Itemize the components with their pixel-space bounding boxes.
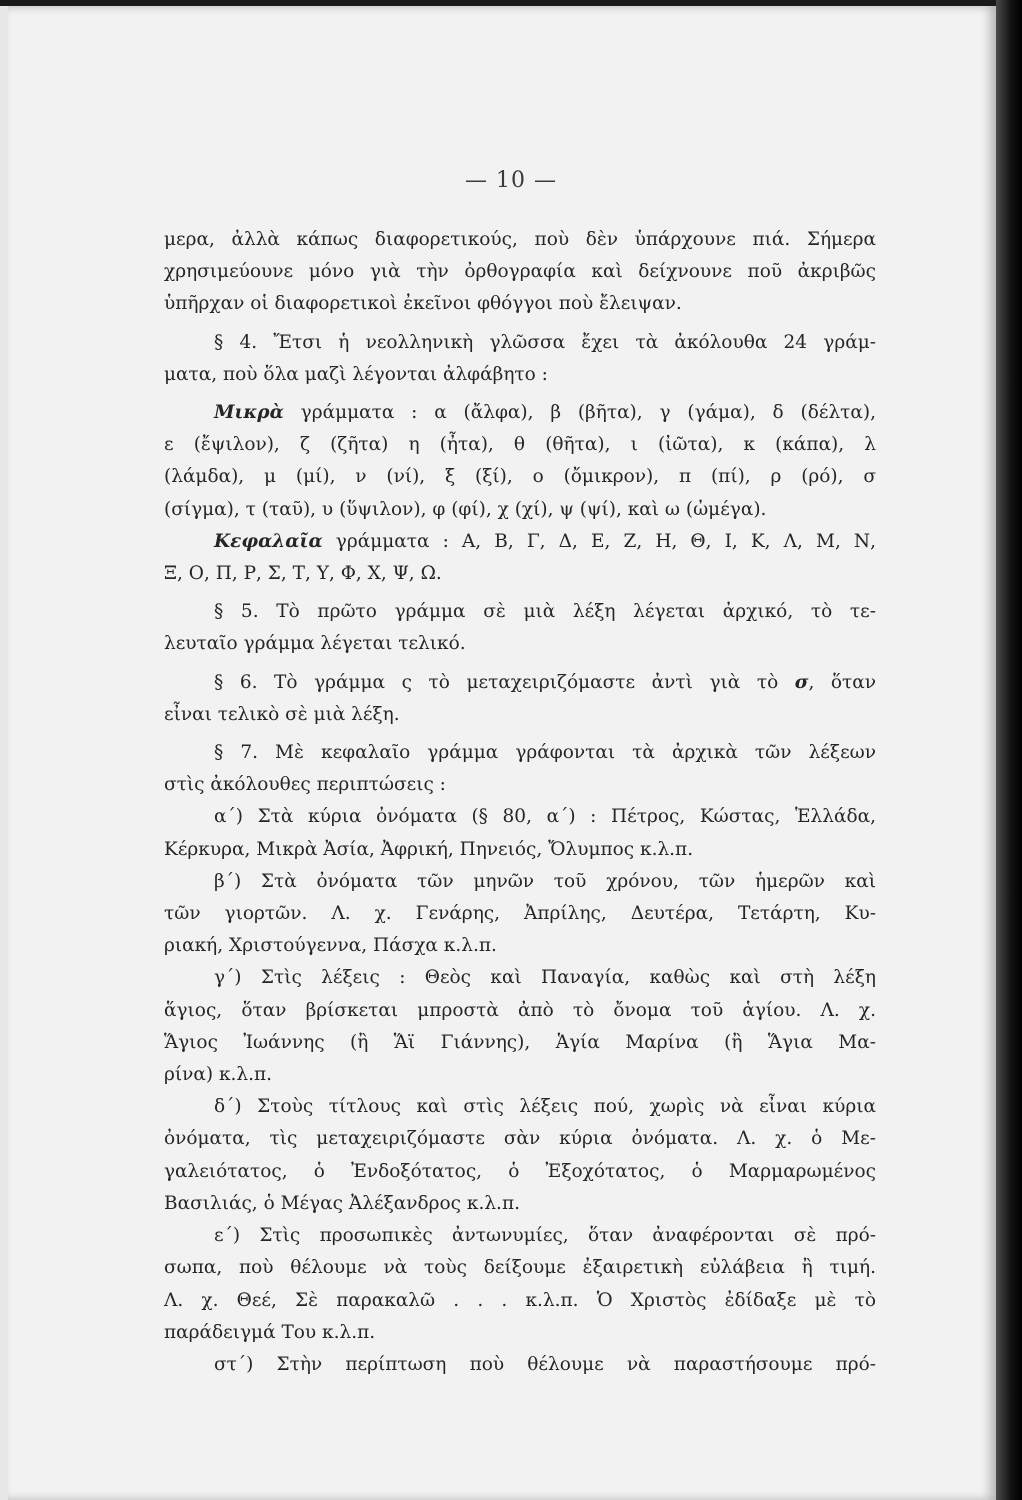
section-6-text-end: , ὅταν bbox=[808, 671, 876, 693]
text-line: γαλειότατος, ὁ Ἐνδοξότατος, ὁ Ἐξοχότατος, ὁ Μαρμαρωμένος bbox=[164, 1160, 876, 1182]
text-line: ρίνα) κ.λ.π. bbox=[164, 1064, 273, 1086]
case-a-line: α΄) Στὰ κύρια ὀνόματα (§ 80, α΄) : Πέτρος, Κώστας, Ἑλλάδα, bbox=[214, 806, 876, 828]
text-line: ἅγιος, ὅταν βρίσκεται μπροστὰ ἀπὸ τὸ ὄνομα τοῦ ἁγίου. Λ. χ. bbox=[164, 999, 876, 1021]
capital-letters-line bbox=[164, 526, 876, 558]
text-line: Λ. χ. Θεέ, Σὲ παρακαλῶ . . . κ.λ.π. Ὁ Χριστὸς ἐδίδαξε μὲ τὸ bbox=[164, 1289, 876, 1311]
case-c-line: γ΄) Στὶς λέξεις : Θεὸς καὶ Παναγία, καθὼς καὶ στὴ λέξη bbox=[214, 967, 876, 989]
section-4-line: § 4. Ἔτσι ἡ νεολληνικὴ γλῶσσα ἔχει τὰ ἀκόλουθα 24 γράμ- bbox=[214, 331, 876, 353]
text-line: παράδειγμά Του κ.λ.π. bbox=[164, 1321, 376, 1343]
text-line: Κέρκυρα, Μικρὰ Ἀσία, Ἀφρική, Πηνειός, Ὄλυμπος κ.λ.π. bbox=[164, 838, 694, 860]
small-letters-text: γράμματα : α (ἄλφα), β (βῆτα), γ (γάμα), δ (δέλτα), bbox=[283, 402, 876, 424]
text-line: χρησιμεύουνε μόνο γιὰ τὴν ὀρθογραφία καὶ δείχνουνε ποῦ ἀκριβῶς bbox=[164, 261, 876, 283]
page-number: — 10 — bbox=[465, 168, 557, 193]
case-b-line: β΄) Στὰ ὀνόματα τῶν μηνῶν τοῦ χρόνου, τῶν ἡμερῶν καὶ bbox=[214, 870, 876, 892]
capital-letters-label: Κεφαλαῖα bbox=[214, 530, 323, 552]
text-line: (λάμδα), μ (μί), ν (νί), ξ (ξί), ο (ὄμικρον), π (πί), ρ (ρό), σ bbox=[164, 466, 876, 488]
case-e-line: ε΄) Στὶς προσωπικὲς ἀντωνυμίες, ὅταν ἀναφέρονται σὲ πρό- bbox=[214, 1225, 876, 1247]
text-line: ματα, ποὺ ὅλα μαζὶ λέγονται ἀλφάβητο : bbox=[164, 363, 548, 385]
text-line: μερα, ἀλλὰ κάπως διαφορετικούς, ποὺ δὲν ὑπάρχουνε πιά. Σήμερα bbox=[164, 229, 876, 250]
text-line: Ἅγιος Ἰωάννης (ἢ Ἅϊ Γιάννης), Ἁγία Μαρίνα (ἢ Ἅγια Μα- bbox=[164, 1031, 876, 1053]
section-5-line: § 5. Τὸ πρῶτο γράμμα σὲ μιὰ λέξη λέγεται ἀρχικό, τὸ τε- bbox=[214, 601, 876, 623]
section-6-text: § 6. Τὸ γράμμα ς τὸ μεταχειριζόμαστε ἀντὶ γιὰ τὸ bbox=[214, 671, 795, 693]
text-line: ε (ἔψιλον), ζ (ζῆτα) η (ἦτα), θ (θῆτα), ι (ἰῶτα), κ (κάπα), λ bbox=[164, 434, 876, 456]
text-line: Ξ, Ο, Π, Ρ, Σ, Τ, Υ, Φ, Χ, Ψ, Ω. bbox=[164, 563, 442, 585]
scan-right-edge bbox=[996, 0, 1022, 1500]
sigma-letter: σ bbox=[794, 671, 809, 693]
text-line: λευταῖο γράμμα λέγεται τελικό. bbox=[164, 633, 466, 655]
page-body bbox=[164, 224, 876, 1381]
case-f-line: στ΄) Στὴν περίπτωση ποὺ θέλουμε νὰ παραστήσουμε πρό- bbox=[214, 1353, 876, 1375]
text-line: (σίγμα), τ (ταῦ), υ (ὕψιλον), φ (φί), χ (χί), ψ (ψί), καὶ ω (ὠμέγα). bbox=[164, 498, 767, 520]
text-line: ριακή, Χριστούγεννα, Πάσχα κ.λ.π. bbox=[164, 935, 497, 957]
text-line: Βασιλιάς, ὁ Μέγας Ἀλέξανδρος κ.λ.π. bbox=[164, 1192, 520, 1214]
text-line: σωπα, ποὺ θέλουμε νὰ τοὺς δείξουμε ἐξαιρετικὴ εὐλάβεια ἢ τιμή. bbox=[164, 1257, 876, 1279]
capital-letters-text: γράμματα : Α, Β, Γ, Δ, Ε, Ζ, Η, Θ, Ι, Κ, Λ, Μ, Ν, bbox=[322, 530, 876, 552]
text-line: στὶς ἀκόλουθες περιπτώσεις : bbox=[164, 774, 446, 796]
text-line: εἶναι τελικὸ σὲ μιὰ λέξη. bbox=[164, 703, 400, 725]
text-line: ὑπῆρχαν οἱ διαφορετικοὶ ἐκεῖνοι φθόγγοι ποὺ ἔλειψαν. bbox=[164, 293, 682, 315]
section-6-line bbox=[164, 667, 876, 699]
small-letters-label: Μικρὰ bbox=[214, 402, 284, 424]
small-letters-line bbox=[164, 397, 876, 429]
section-7-line: § 7. Μὲ κεφαλαῖο γράμμα γράφονται τὰ ἀρχικὰ τῶν λέξεων bbox=[214, 742, 876, 764]
text-line: τῶν γιορτῶν. Λ. χ. Γενάρης, Ἀπρίλης, Δευτέρα, Τετάρτη, Κυ- bbox=[164, 903, 876, 925]
text-line: ὀνόματα, τὶς μεταχειριζόμαστε σὰν κύρια ὀνόματα. Λ. χ. ὁ Με- bbox=[164, 1128, 876, 1150]
case-d-line: δ΄) Στοὺς τίτλους καὶ στὶς λέξεις πού, χωρὶς νὰ εἶναι κύρια bbox=[214, 1096, 876, 1118]
